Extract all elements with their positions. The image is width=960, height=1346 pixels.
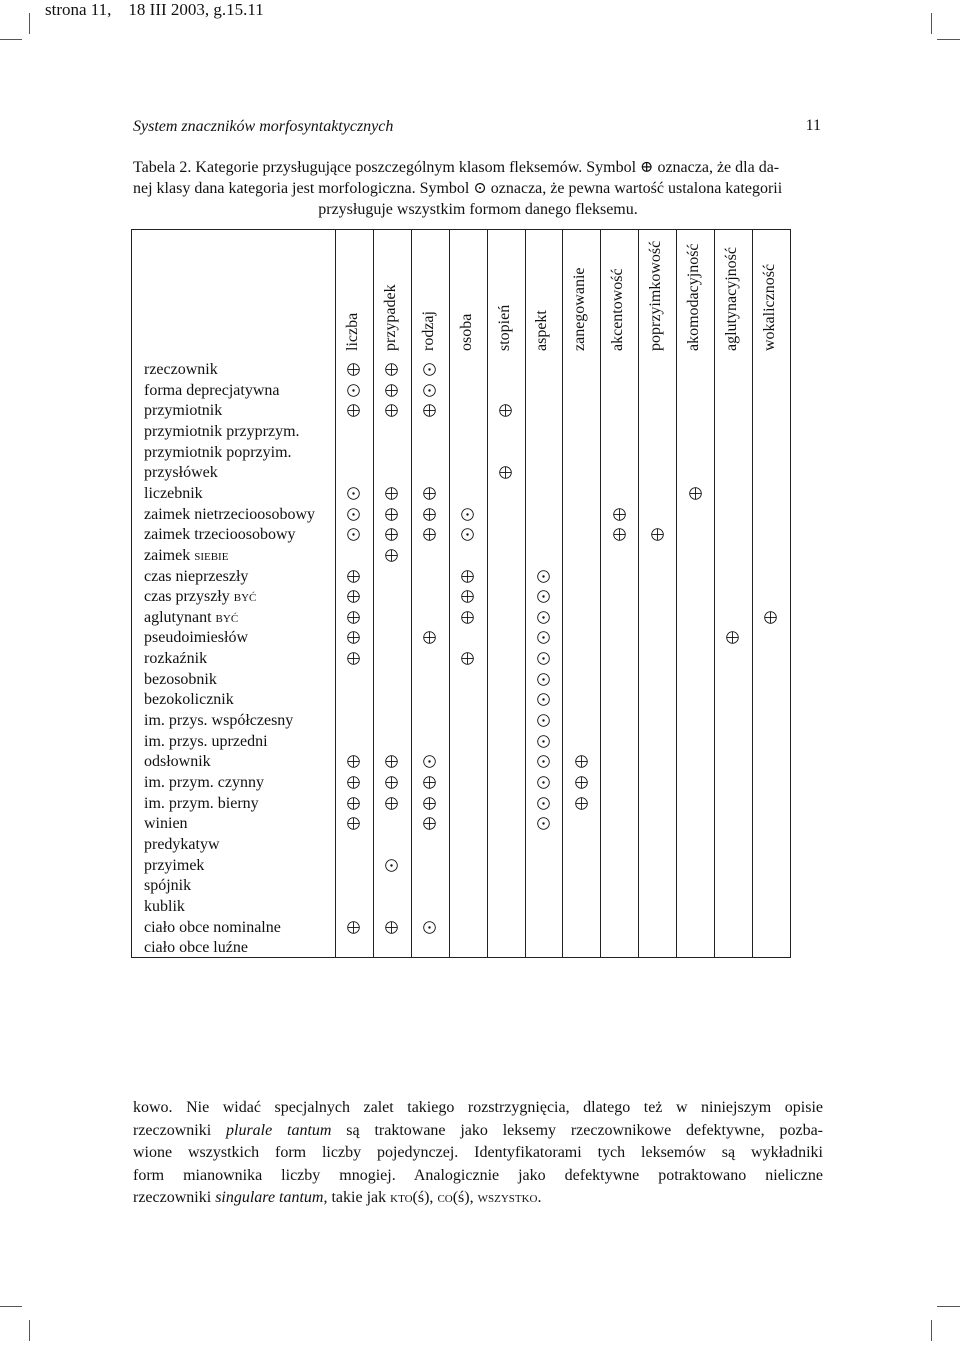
category-dot-icon — [537, 570, 550, 583]
row-label-text: rzeczownik — [144, 361, 218, 378]
row-label — [144, 651, 207, 667]
column-header-label: akcentowość — [609, 268, 627, 351]
row-label-text: pseudoimiesłów — [144, 629, 248, 647]
category-dot-icon — [385, 859, 398, 872]
row-label — [144, 630, 248, 646]
column-rule — [600, 229, 601, 957]
column-header — [343, 312, 362, 351]
crop-mark — [29, 13, 30, 34]
body-text: . — [537, 1189, 542, 1206]
row-label-text: im. przym. bierny — [144, 794, 259, 812]
row-label — [144, 754, 211, 770]
category-plus-icon — [347, 817, 360, 830]
row-label-text: przyimek — [144, 856, 205, 874]
row-label — [144, 837, 220, 853]
column-header — [722, 247, 741, 351]
row-label — [144, 424, 300, 440]
category-plus-icon — [461, 590, 474, 603]
row-label-text: odsłownik — [144, 753, 211, 771]
row-label — [144, 548, 228, 564]
body-text: (ś), — [412, 1189, 438, 1206]
category-plus-icon — [347, 755, 360, 768]
category-plus-icon — [423, 817, 436, 830]
category-dot-icon — [423, 921, 436, 934]
category-plus-icon — [385, 549, 398, 562]
category-plus-icon — [764, 611, 777, 624]
category-plus-icon — [423, 797, 436, 810]
body-text: (ś), — [452, 1189, 478, 1206]
lexeme-name: kto — [390, 1190, 413, 1206]
running-head: System znaczników morfosyntaktycznych — [133, 118, 394, 135]
column-header-label: poprzyimkowość — [647, 240, 665, 351]
category-dot-icon — [537, 735, 550, 748]
row-label-text: im. przym. czynny — [144, 774, 264, 791]
row-label-text: przymiotnik przyprzym. — [144, 422, 300, 440]
crop-mark — [0, 1306, 22, 1307]
category-plus-icon — [613, 508, 626, 521]
category-plus-icon — [423, 508, 436, 521]
category-dot-icon — [537, 693, 550, 706]
crop-mark — [937, 1306, 960, 1307]
category-plus-icon — [385, 797, 398, 810]
column-header — [381, 284, 400, 351]
row-label — [144, 610, 238, 626]
body-line-1: kowo. Nie widać specjalnych zalet takiego rozstrzygnięcia, dlatego też w niniejszym opisie — [133, 1099, 823, 1116]
row-label-text: bezosobnik — [144, 670, 217, 688]
column-header — [495, 304, 514, 351]
category-plus-icon — [347, 631, 360, 644]
category-plus-icon — [347, 921, 360, 934]
row-label — [144, 878, 191, 894]
row-label-text: aglutynant — [144, 608, 216, 626]
category-plus-icon — [613, 528, 626, 541]
body-text: rzeczowniki — [133, 1189, 216, 1206]
caption-line-1: Tabela 2. Kategorie przysługujące poszczególnym klasom fleksemów. Symbol ⊕ oznacza, że dla da- — [133, 159, 780, 176]
category-plus-icon — [499, 404, 512, 417]
category-dot-icon — [347, 384, 360, 397]
category-plus-icon — [347, 590, 360, 603]
row-label — [144, 920, 281, 936]
category-plus-icon — [575, 755, 588, 768]
column-rule — [714, 229, 715, 957]
column-rule — [676, 229, 677, 957]
column-rule — [562, 229, 563, 957]
category-plus-icon — [347, 611, 360, 624]
row-label — [144, 816, 188, 832]
category-plus-icon — [726, 631, 739, 644]
category-plus-icon — [423, 631, 436, 644]
column-header — [571, 267, 589, 351]
row-label — [144, 527, 296, 543]
crop-mark — [931, 1320, 932, 1341]
category-dot-icon — [347, 487, 360, 500]
row-label — [144, 940, 248, 956]
column-header-label: aglutynacyjność — [722, 247, 740, 351]
column-header — [533, 310, 551, 351]
row-label — [144, 796, 259, 812]
row-label-text: liczebnik — [144, 484, 203, 502]
table-border — [790, 229, 791, 957]
body-text: rzeczowniki — [133, 1121, 226, 1139]
row-label-text: czas nieprzeszły — [144, 567, 249, 585]
row-label-text: im. przys. współczesny — [144, 712, 294, 730]
italic-term: plurale tantum — [226, 1121, 332, 1139]
column-header-label: wokaliczność — [760, 263, 778, 351]
category-plus-icon — [385, 921, 398, 934]
category-dot-icon — [537, 817, 550, 830]
caption-line-2: nej klasy dana kategoria jest morfologiczna. Symbol ⊙ oznacza, że pewna wartość ustalona kategorii — [133, 180, 783, 197]
column-rule — [752, 229, 753, 957]
row-label — [144, 507, 315, 523]
row-label-lexeme: być — [233, 589, 257, 606]
column-header-label: stopień — [495, 304, 513, 351]
column-rule — [373, 229, 374, 957]
row-label-text: rozkaźnik — [144, 650, 208, 668]
row-label-text: im. przys. uprzedni — [144, 732, 268, 750]
column-header — [760, 263, 779, 351]
crop-mark — [0, 39, 22, 40]
category-plus-icon — [575, 776, 588, 789]
row-label-text: predykatyw — [144, 835, 220, 853]
category-plus-icon — [347, 652, 360, 665]
row-label-text: zaimek trzecioosobowy — [144, 526, 296, 544]
column-header — [457, 313, 476, 351]
column-header — [419, 311, 438, 351]
row-label-text: przysłówek — [144, 464, 218, 482]
row-label — [144, 899, 185, 915]
category-dot-icon — [347, 508, 360, 521]
category-plus-icon — [461, 611, 474, 624]
category-plus-icon — [423, 404, 436, 417]
column-header — [647, 240, 665, 351]
category-dot-icon — [537, 755, 550, 768]
category-plus-icon — [347, 363, 360, 376]
body-line-4: form mianownika liczby mnogiej. Analogicznie jako defektywne potraktowano nieliczne — [133, 1166, 823, 1184]
category-plus-icon — [423, 776, 436, 789]
category-dot-icon — [537, 611, 550, 624]
category-plus-icon — [461, 570, 474, 583]
row-label-text: przymiotnik — [144, 402, 223, 420]
category-plus-icon — [385, 404, 398, 417]
category-plus-icon — [347, 404, 360, 417]
page-banner: strona 11, 18 III 2003, g.15.11 — [45, 0, 264, 19]
category-dot-icon — [537, 652, 550, 665]
body-text: są traktowane jako leksemy rzeczownikowe defektywne, pozba- — [331, 1121, 823, 1139]
column-header-label: przypadek — [381, 284, 399, 351]
column-header — [609, 268, 627, 351]
category-plus-icon — [689, 487, 702, 500]
lexeme-name: wszystko — [477, 1190, 538, 1206]
caption-line-3: przysługuje wszystkim formom danego fleksemu. — [318, 201, 638, 218]
column-header-label: zanegowanie — [571, 267, 589, 351]
category-plus-icon — [651, 528, 664, 541]
category-dot-icon — [347, 528, 360, 541]
row-label-text: kublik — [144, 897, 185, 915]
page-number: 11 — [805, 117, 821, 134]
row-label — [144, 713, 293, 729]
column-rule — [525, 229, 526, 957]
row-label — [144, 589, 256, 605]
row-label — [144, 858, 204, 874]
category-plus-icon — [347, 797, 360, 810]
row-label-text: zaimek nietrzecioosobowy — [144, 505, 316, 523]
category-plus-icon — [385, 776, 398, 789]
category-plus-icon — [499, 466, 512, 479]
row-label-text: bezokolicznik — [144, 691, 234, 709]
body-text: , takie jak — [323, 1189, 391, 1206]
italic-term: singulare tantum — [215, 1189, 324, 1206]
category-plus-icon — [347, 570, 360, 583]
category-plus-icon — [347, 776, 360, 789]
row-label — [144, 403, 222, 419]
category-dot-icon — [537, 714, 550, 727]
row-label-text: ciało obce nominalne — [144, 918, 281, 936]
column-header-label: osoba — [457, 313, 475, 351]
row-label-text: spójnik — [144, 877, 192, 895]
crop-mark — [937, 39, 960, 40]
category-plus-icon — [385, 755, 398, 768]
category-plus-icon — [385, 528, 398, 541]
category-dot-icon — [423, 384, 436, 397]
category-plus-icon — [385, 363, 398, 376]
row-label-text: przymiotnik poprzyim. — [144, 443, 292, 461]
category-dot-icon — [537, 631, 550, 644]
row-label — [144, 734, 268, 750]
column-rule — [487, 229, 488, 957]
category-dot-icon — [537, 797, 550, 810]
lexeme-name: co — [437, 1190, 453, 1206]
category-plus-icon — [385, 384, 398, 397]
category-plus-icon — [385, 487, 398, 500]
row-label-text: czas przyszły — [144, 588, 234, 606]
row-label — [144, 486, 203, 502]
row-label — [144, 383, 279, 399]
category-dot-icon — [423, 755, 436, 768]
row-label — [144, 775, 264, 791]
row-label-text: ciało obce luźne — [144, 939, 248, 957]
crop-mark — [931, 13, 932, 34]
row-label-text: winien — [144, 815, 188, 833]
category-plus-icon — [461, 652, 474, 665]
category-dot-icon — [423, 363, 436, 376]
category-plus-icon — [423, 528, 436, 541]
column-header-label: aspekt — [533, 310, 551, 351]
column-rule — [638, 229, 639, 957]
table-border — [131, 229, 132, 957]
column-header-label: rodzaj — [419, 311, 437, 351]
row-label-lexeme: być — [215, 609, 239, 626]
column-header — [685, 243, 703, 351]
row-label — [144, 692, 234, 708]
body-line-2 — [133, 1120, 823, 1143]
body-line-3: wione wszystkich form liczby pojedynczej. Identyfikatorami tych leksemów są wykładniki — [133, 1144, 823, 1161]
table-border — [131, 229, 790, 230]
category-plus-icon — [385, 508, 398, 521]
category-dot-icon — [461, 508, 474, 521]
row-label — [144, 465, 218, 481]
column-rule — [411, 229, 412, 957]
row-label — [144, 362, 218, 378]
row-label-text: zaimek — [144, 546, 195, 564]
column-rule — [449, 229, 450, 957]
category-dot-icon — [461, 528, 474, 541]
category-plus-icon — [423, 487, 436, 500]
row-label — [144, 672, 217, 688]
row-label-lexeme: siebie — [194, 547, 229, 564]
category-plus-icon — [575, 797, 588, 810]
row-label — [144, 445, 292, 461]
column-header-label: liczba — [343, 312, 361, 351]
row-label — [144, 569, 248, 585]
column-rule — [335, 229, 336, 957]
row-label-text: forma deprecjatywna — [144, 381, 280, 399]
body-line-5 — [133, 1187, 823, 1210]
category-dot-icon — [537, 590, 550, 603]
column-header-label: akomodacyjność — [685, 243, 703, 351]
crop-mark — [29, 1320, 30, 1341]
category-dot-icon — [537, 776, 550, 789]
category-dot-icon — [537, 673, 550, 686]
table-border — [131, 957, 791, 958]
